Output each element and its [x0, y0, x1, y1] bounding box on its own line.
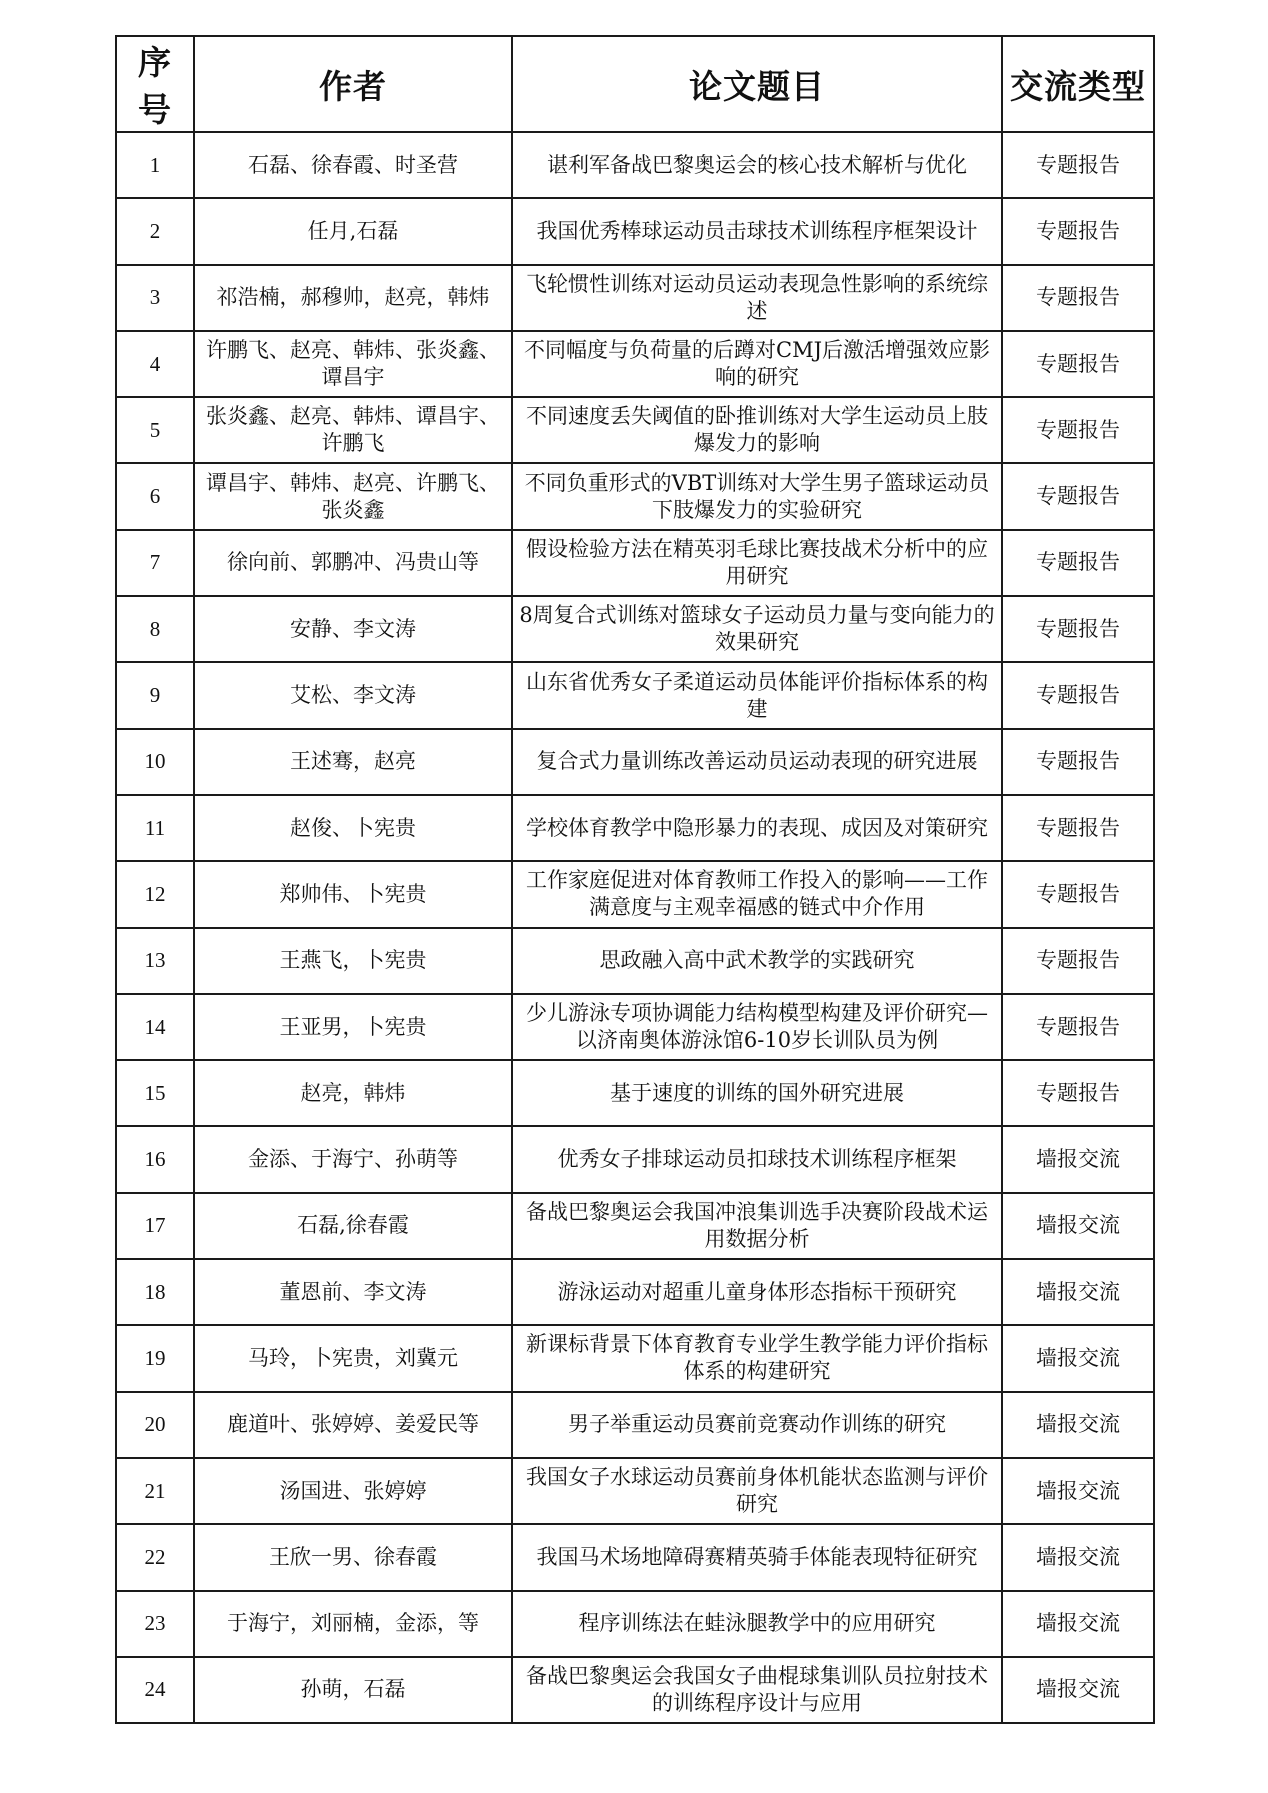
exchange-type-cell: 专题报告 — [1002, 596, 1154, 662]
author-cell: 王亚男，卜宪贵 — [194, 994, 512, 1060]
header-type: 交流类型 — [1002, 36, 1154, 132]
table-row — [116, 1657, 1154, 1723]
paper-title-cell: 不同负重形式的VBT训练对大学生男子篮球运动员下肢爆发力的实验研究 — [512, 463, 1002, 529]
row-number-cell: 9 — [116, 662, 194, 728]
paper-title-cell: 复合式力量训练改善运动员运动表现的研究进展 — [512, 729, 1002, 795]
author-cell: 石磊、徐春霞、时圣营 — [194, 132, 512, 198]
table-row — [116, 994, 1154, 1060]
exchange-type-cell: 专题报告 — [1002, 530, 1154, 596]
row-number-cell: 3 — [116, 265, 194, 331]
paper-list-table — [115, 35, 1155, 1724]
row-number-cell: 23 — [116, 1591, 194, 1657]
paper-title-cell: 飞轮惯性训练对运动员运动表现急性影响的系统综述 — [512, 265, 1002, 331]
author-cell: 张炎鑫、赵亮、韩炜、谭昌宇、许鹏飞 — [194, 397, 512, 463]
exchange-type-cell: 专题报告 — [1002, 132, 1154, 198]
exchange-type-cell: 墙报交流 — [1002, 1126, 1154, 1192]
table-row — [116, 1524, 1154, 1590]
author-cell: 祁浩楠，郝穆帅，赵亮，韩炜 — [194, 265, 512, 331]
paper-title-cell: 我国优秀棒球运动员击球技术训练程序框架设计 — [512, 198, 1002, 264]
exchange-type-cell: 墙报交流 — [1002, 1657, 1154, 1723]
exchange-type-cell: 专题报告 — [1002, 662, 1154, 728]
exchange-type-cell: 专题报告 — [1002, 729, 1154, 795]
author-cell: 安静、李文涛 — [194, 596, 512, 662]
author-cell: 赵俊、卜宪贵 — [194, 795, 512, 861]
author-cell: 艾松、李文涛 — [194, 662, 512, 728]
row-number-cell: 8 — [116, 596, 194, 662]
author-cell: 王欣一男、徐春霞 — [194, 1524, 512, 1590]
table-row — [116, 928, 1154, 994]
row-number-cell: 14 — [116, 994, 194, 1060]
row-number-cell: 6 — [116, 463, 194, 529]
row-number-cell: 10 — [116, 729, 194, 795]
table-row — [116, 530, 1154, 596]
table-row — [116, 795, 1154, 861]
paper-title-cell: 备战巴黎奥运会我国冲浪集训选手决赛阶段战术运用数据分析 — [512, 1193, 1002, 1259]
paper-title-cell: 新课标背景下体育教育专业学生教学能力评价指标体系的构建研究 — [512, 1325, 1002, 1391]
exchange-type-cell: 专题报告 — [1002, 397, 1154, 463]
author-cell: 任月,石磊 — [194, 198, 512, 264]
paper-title-cell: 思政融入高中武术教学的实践研究 — [512, 928, 1002, 994]
paper-title-cell: 程序训练法在蛙泳腿教学中的应用研究 — [512, 1591, 1002, 1657]
table-row — [116, 463, 1154, 529]
row-number-cell: 1 — [116, 132, 194, 198]
author-cell: 于海宁，刘丽楠，金添，等 — [194, 1591, 512, 1657]
row-number-cell: 17 — [116, 1193, 194, 1259]
table-row — [116, 1325, 1154, 1391]
exchange-type-cell: 专题报告 — [1002, 331, 1154, 397]
row-number-cell: 2 — [116, 198, 194, 264]
paper-title-cell: 我国女子水球运动员赛前身体机能状态监测与评价研究 — [512, 1458, 1002, 1524]
paper-title-cell: 工作家庭促进对体育教师工作投入的影响——工作满意度与主观幸福感的链式中介作用 — [512, 861, 1002, 927]
table-row — [116, 1458, 1154, 1524]
paper-title-cell: 少儿游泳专项协调能力结构模型构建及评价研究—以济南奥体游泳馆6-10岁长训队员为例 — [512, 994, 1002, 1060]
paper-title-cell: 游泳运动对超重儿童身体形态指标干预研究 — [512, 1259, 1002, 1325]
author-cell: 郑帅伟、卜宪贵 — [194, 861, 512, 927]
author-cell: 王燕飞，卜宪贵 — [194, 928, 512, 994]
row-number-cell: 19 — [116, 1325, 194, 1391]
row-number-cell: 21 — [116, 1458, 194, 1524]
table-row — [116, 1591, 1154, 1657]
author-cell: 汤国进、张婷婷 — [194, 1458, 512, 1524]
table-body — [116, 132, 1154, 1723]
exchange-type-cell: 墙报交流 — [1002, 1591, 1154, 1657]
row-number-cell: 18 — [116, 1259, 194, 1325]
table-row — [116, 662, 1154, 728]
table-row — [116, 331, 1154, 397]
table-row — [116, 132, 1154, 198]
paper-title-cell: 8周复合式训练对篮球女子运动员力量与变向能力的效果研究 — [512, 596, 1002, 662]
exchange-type-cell: 专题报告 — [1002, 928, 1154, 994]
table-row — [116, 1126, 1154, 1192]
table-row — [116, 1392, 1154, 1458]
row-number-cell: 15 — [116, 1060, 194, 1126]
table-row — [116, 596, 1154, 662]
row-number-cell: 24 — [116, 1657, 194, 1723]
header-row — [116, 36, 1154, 132]
row-number-cell: 4 — [116, 331, 194, 397]
exchange-type-cell: 墙报交流 — [1002, 1392, 1154, 1458]
exchange-type-cell: 墙报交流 — [1002, 1259, 1154, 1325]
paper-title-cell: 山东省优秀女子柔道运动员体能评价指标体系的构建 — [512, 662, 1002, 728]
exchange-type-cell: 墙报交流 — [1002, 1524, 1154, 1590]
row-number-cell: 12 — [116, 861, 194, 927]
author-cell: 王述骞，赵亮 — [194, 729, 512, 795]
exchange-type-cell: 专题报告 — [1002, 795, 1154, 861]
table-row — [116, 198, 1154, 264]
exchange-type-cell: 墙报交流 — [1002, 1193, 1154, 1259]
exchange-type-cell: 专题报告 — [1002, 861, 1154, 927]
paper-title-cell: 不同速度丢失阈值的卧推训练对大学生运动员上肢爆发力的影响 — [512, 397, 1002, 463]
table-header — [116, 36, 1154, 132]
author-cell: 许鹏飞、赵亮、韩炜、张炎鑫、谭昌宇 — [194, 331, 512, 397]
exchange-type-cell: 墙报交流 — [1002, 1458, 1154, 1524]
header-no: 序号 — [116, 36, 194, 132]
table-row — [116, 397, 1154, 463]
header-author: 作者 — [194, 36, 512, 132]
table-row — [116, 1259, 1154, 1325]
author-cell: 石磊,徐春霞 — [194, 1193, 512, 1259]
paper-title-cell: 备战巴黎奥运会我国女子曲棍球集训队员拉射技术的训练程序设计与应用 — [512, 1657, 1002, 1723]
paper-title-cell: 假设检验方法在精英羽毛球比赛技战术分析中的应用研究 — [512, 530, 1002, 596]
paper-title-cell: 男子举重运动员赛前竞赛动作训练的研究 — [512, 1392, 1002, 1458]
table-row — [116, 729, 1154, 795]
row-number-cell: 16 — [116, 1126, 194, 1192]
author-cell: 赵亮，韩炜 — [194, 1060, 512, 1126]
table-row — [116, 1193, 1154, 1259]
author-cell: 谭昌宇、韩炜、赵亮、许鹏飞、张炎鑫 — [194, 463, 512, 529]
paper-title-cell: 不同幅度与负荷量的后蹲对CMJ后激活增强效应影响的研究 — [512, 331, 1002, 397]
author-cell: 鹿道叶、张婷婷、姜爱民等 — [194, 1392, 512, 1458]
row-number-cell: 5 — [116, 397, 194, 463]
paper-title-cell: 学校体育教学中隐形暴力的表现、成因及对策研究 — [512, 795, 1002, 861]
paper-title-cell: 我国马术场地障碍赛精英骑手体能表现特征研究 — [512, 1524, 1002, 1590]
exchange-type-cell: 专题报告 — [1002, 265, 1154, 331]
exchange-type-cell: 墙报交流 — [1002, 1325, 1154, 1391]
row-number-cell: 11 — [116, 795, 194, 861]
author-cell: 马玲，卜宪贵，刘冀元 — [194, 1325, 512, 1391]
paper-title-cell: 谌利军备战巴黎奥运会的核心技术解析与优化 — [512, 132, 1002, 198]
paper-title-cell: 优秀女子排球运动员扣球技术训练程序框架 — [512, 1126, 1002, 1192]
row-number-cell: 7 — [116, 530, 194, 596]
author-cell: 徐向前、郭鹏冲、冯贵山等 — [194, 530, 512, 596]
row-number-cell: 13 — [116, 928, 194, 994]
exchange-type-cell: 专题报告 — [1002, 463, 1154, 529]
author-cell: 金添、于海宁、孙萌等 — [194, 1126, 512, 1192]
row-number-cell: 20 — [116, 1392, 194, 1458]
table-row — [116, 265, 1154, 331]
exchange-type-cell: 专题报告 — [1002, 994, 1154, 1060]
paper-title-cell: 基于速度的训练的国外研究进展 — [512, 1060, 1002, 1126]
row-number-cell: 22 — [116, 1524, 194, 1590]
exchange-type-cell: 专题报告 — [1002, 1060, 1154, 1126]
table-row — [116, 1060, 1154, 1126]
exchange-type-cell: 专题报告 — [1002, 198, 1154, 264]
table-row — [116, 861, 1154, 927]
header-title: 论文题目 — [512, 36, 1002, 132]
author-cell: 孙萌，石磊 — [194, 1657, 512, 1723]
author-cell: 董恩前、李文涛 — [194, 1259, 512, 1325]
